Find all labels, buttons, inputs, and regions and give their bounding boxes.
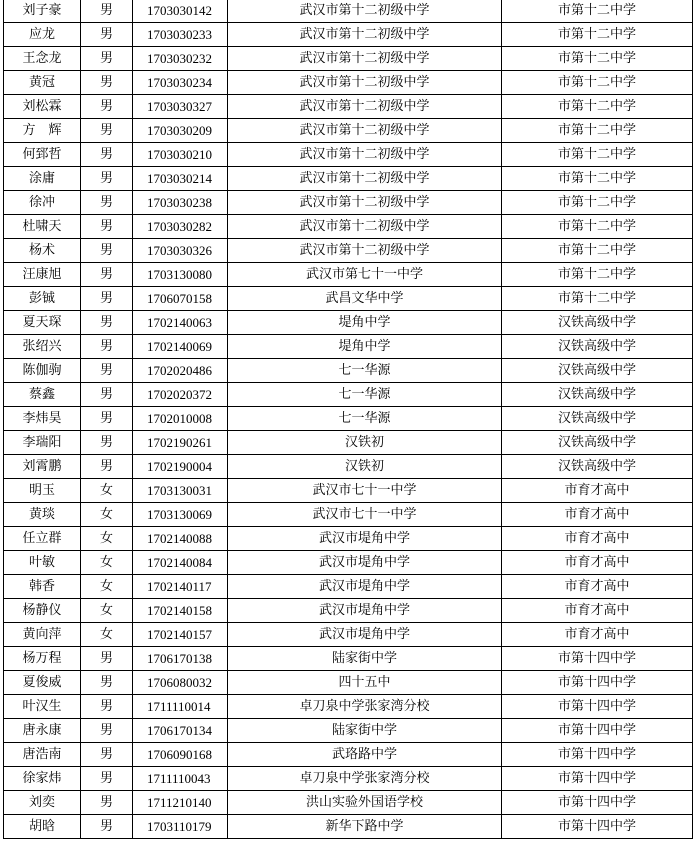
admitted-school-cell: 市第十二中学: [502, 95, 693, 119]
gender-cell: 男: [81, 143, 133, 167]
gender-cell: 男: [81, 239, 133, 263]
table-row: [4, 551, 693, 575]
middle-school-cell: 武汉市七十一中学: [228, 479, 502, 503]
exam-id-cell: 1711110014: [133, 695, 228, 719]
table-row: [4, 695, 693, 719]
exam-id-cell: 1702010008: [133, 407, 228, 431]
gender-cell: 男: [81, 719, 133, 743]
gender-cell: 男: [81, 455, 133, 479]
middle-school-cell: 武汉市堤角中学: [228, 551, 502, 575]
middle-school-cell: 汉铁初: [228, 455, 502, 479]
admission-table: [3, 0, 693, 839]
middle-school-cell: 武汉市第七十一中学: [228, 263, 502, 287]
gender-cell: 男: [81, 47, 133, 71]
admitted-school-cell: 市第十四中学: [502, 647, 693, 671]
table-row: [4, 503, 693, 527]
table-row: [4, 239, 693, 263]
table-row: [4, 791, 693, 815]
exam-id-cell: 1703130031: [133, 479, 228, 503]
admitted-school-cell: 市第十二中学: [502, 215, 693, 239]
admitted-school-cell: 市第十二中学: [502, 119, 693, 143]
exam-id-cell: 1702140084: [133, 551, 228, 575]
exam-id-cell: 1702020486: [133, 359, 228, 383]
exam-id-cell: 1703030282: [133, 215, 228, 239]
middle-school-cell: 新华下路中学: [228, 815, 502, 839]
admitted-school-cell: 市第十二中学: [502, 239, 693, 263]
table-row: [4, 527, 693, 551]
exam-id-cell: 1702190261: [133, 431, 228, 455]
table-row: [4, 383, 693, 407]
middle-school-cell: 汉铁初: [228, 431, 502, 455]
middle-school-cell: 武昌文华中学: [228, 287, 502, 311]
admitted-school-cell: 市育才高中: [502, 575, 693, 599]
student-name-cell: 刘松霖: [4, 95, 81, 119]
student-name-cell: 汪康旭: [4, 263, 81, 287]
table-row: [4, 359, 693, 383]
exam-id-cell: 1703030209: [133, 119, 228, 143]
middle-school-cell: 陆家街中学: [228, 719, 502, 743]
exam-id-cell: 1702140069: [133, 335, 228, 359]
exam-id-cell: 1706170134: [133, 719, 228, 743]
admitted-school-cell: 市第十四中学: [502, 791, 693, 815]
admitted-school-cell: 汉铁高级中学: [502, 359, 693, 383]
student-name-cell: 夏俊威: [4, 671, 81, 695]
middle-school-cell: 武汉市堤角中学: [228, 575, 502, 599]
table-row: [4, 743, 693, 767]
student-name-cell: 夏天琛: [4, 311, 81, 335]
gender-cell: 女: [81, 623, 133, 647]
exam-id-cell: 1702140158: [133, 599, 228, 623]
middle-school-cell: 陆家街中学: [228, 647, 502, 671]
middle-school-cell: 洪山实验外国语学校: [228, 791, 502, 815]
admitted-school-cell: 市第十四中学: [502, 695, 693, 719]
student-name-cell: 黄向萍: [4, 623, 81, 647]
gender-cell: 男: [81, 335, 133, 359]
table-row: [4, 215, 693, 239]
gender-cell: 男: [81, 71, 133, 95]
middle-school-cell: 武汉市第十二初级中学: [228, 239, 502, 263]
table-row: [4, 95, 693, 119]
admitted-school-cell: 市第十二中学: [502, 23, 693, 47]
gender-cell: 女: [81, 575, 133, 599]
student-name-cell: 蔡鑫: [4, 383, 81, 407]
gender-cell: 女: [81, 527, 133, 551]
admitted-school-cell: 市第十二中学: [502, 167, 693, 191]
gender-cell: 男: [81, 671, 133, 695]
student-name-cell: 涂庸: [4, 167, 81, 191]
gender-cell: 男: [81, 647, 133, 671]
middle-school-cell: 武汉市第十二初级中学: [228, 71, 502, 95]
gender-cell: 男: [81, 263, 133, 287]
admitted-school-cell: 市第十二中学: [502, 0, 693, 23]
table-row: [4, 47, 693, 71]
admitted-school-cell: 汉铁高级中学: [502, 431, 693, 455]
middle-school-cell: 武汉市第十二初级中学: [228, 167, 502, 191]
middle-school-cell: 卓刀泉中学张家湾分校: [228, 767, 502, 791]
admitted-school-cell: 市第十二中学: [502, 287, 693, 311]
admitted-school-cell: 汉铁高级中学: [502, 455, 693, 479]
exam-id-cell: 1703030233: [133, 23, 228, 47]
table-row: [4, 575, 693, 599]
gender-cell: 男: [81, 215, 133, 239]
admitted-school-cell: 市育才高中: [502, 503, 693, 527]
middle-school-cell: 堤角中学: [228, 335, 502, 359]
exam-id-cell: 1703030326: [133, 239, 228, 263]
table-row: [4, 479, 693, 503]
exam-id-cell: 1702140157: [133, 623, 228, 647]
student-name-cell: 方 辉: [4, 119, 81, 143]
student-name-cell: 应龙: [4, 23, 81, 47]
exam-id-cell: 1706080032: [133, 671, 228, 695]
table-row: [4, 143, 693, 167]
student-name-cell: 明玉: [4, 479, 81, 503]
student-name-cell: 刘奕: [4, 791, 81, 815]
admitted-school-cell: 汉铁高级中学: [502, 383, 693, 407]
table-row: [4, 167, 693, 191]
middle-school-cell: 武汉市第十二初级中学: [228, 95, 502, 119]
admitted-school-cell: 市第十二中学: [502, 263, 693, 287]
admitted-school-cell: 市第十四中学: [502, 671, 693, 695]
table-row: [4, 71, 693, 95]
table-body: [4, 0, 693, 839]
gender-cell: 男: [81, 287, 133, 311]
middle-school-cell: 武汉市堤角中学: [228, 527, 502, 551]
middle-school-cell: 武汉市堤角中学: [228, 599, 502, 623]
table-row: [4, 623, 693, 647]
admitted-school-cell: 市第十四中学: [502, 815, 693, 839]
exam-id-cell: 1702140063: [133, 311, 228, 335]
middle-school-cell: 武汉市第十二初级中学: [228, 143, 502, 167]
table-row: [4, 719, 693, 743]
gender-cell: 男: [81, 383, 133, 407]
exam-id-cell: 1703130080: [133, 263, 228, 287]
exam-id-cell: 1711110043: [133, 767, 228, 791]
gender-cell: 男: [81, 767, 133, 791]
admitted-school-cell: 市第十二中学: [502, 143, 693, 167]
exam-id-cell: 1703110179: [133, 815, 228, 839]
student-name-cell: 任立群: [4, 527, 81, 551]
table-row: [4, 647, 693, 671]
admitted-school-cell: 市第十四中学: [502, 743, 693, 767]
exam-id-cell: 1706090168: [133, 743, 228, 767]
student-name-cell: 徐冲: [4, 191, 81, 215]
table-row: [4, 23, 693, 47]
student-name-cell: 杨万程: [4, 647, 81, 671]
exam-id-cell: 1706170138: [133, 647, 228, 671]
middle-school-cell: 七一华源: [228, 407, 502, 431]
gender-cell: 男: [81, 95, 133, 119]
exam-id-cell: 1703030234: [133, 71, 228, 95]
exam-id-cell: 1703130069: [133, 503, 228, 527]
admitted-school-cell: 市育才高中: [502, 527, 693, 551]
exam-id-cell: 1703030214: [133, 167, 228, 191]
exam-id-cell: 1702140088: [133, 527, 228, 551]
gender-cell: 男: [81, 119, 133, 143]
student-name-cell: 杨术: [4, 239, 81, 263]
middle-school-cell: 武珞路中学: [228, 743, 502, 767]
gender-cell: 男: [81, 191, 133, 215]
middle-school-cell: 七一华源: [228, 383, 502, 407]
student-name-cell: 叶汉生: [4, 695, 81, 719]
student-name-cell: 胡晗: [4, 815, 81, 839]
table-row: [4, 119, 693, 143]
table-row: [4, 287, 693, 311]
student-name-cell: 何郅哲: [4, 143, 81, 167]
gender-cell: 男: [81, 23, 133, 47]
table-row: [4, 0, 693, 23]
exam-id-cell: 1703030238: [133, 191, 228, 215]
admitted-school-cell: 汉铁高级中学: [502, 311, 693, 335]
admitted-school-cell: 汉铁高级中学: [502, 407, 693, 431]
middle-school-cell: 武汉市第十二初级中学: [228, 0, 502, 23]
student-name-cell: 唐浩南: [4, 743, 81, 767]
exam-id-cell: 1703030327: [133, 95, 228, 119]
middle-school-cell: 武汉市第十二初级中学: [228, 215, 502, 239]
middle-school-cell: 七一华源: [228, 359, 502, 383]
gender-cell: 男: [81, 431, 133, 455]
student-name-cell: 徐家炜: [4, 767, 81, 791]
student-name-cell: 李瑞阳: [4, 431, 81, 455]
student-name-cell: 韩香: [4, 575, 81, 599]
admitted-school-cell: 市第十二中学: [502, 191, 693, 215]
middle-school-cell: 武汉市第十二初级中学: [228, 191, 502, 215]
student-name-cell: 杜啸天: [4, 215, 81, 239]
middle-school-cell: 武汉市七十一中学: [228, 503, 502, 527]
student-name-cell: 陈伽驹: [4, 359, 81, 383]
table-row: [4, 767, 693, 791]
middle-school-cell: 卓刀泉中学张家湾分校: [228, 695, 502, 719]
table-row: [4, 815, 693, 839]
gender-cell: 男: [81, 815, 133, 839]
middle-school-cell: 武汉市第十二初级中学: [228, 119, 502, 143]
admitted-school-cell: 市育才高中: [502, 599, 693, 623]
gender-cell: 女: [81, 503, 133, 527]
gender-cell: 女: [81, 551, 133, 575]
admitted-school-cell: 市育才高中: [502, 623, 693, 647]
student-name-cell: 黄琰: [4, 503, 81, 527]
gender-cell: 男: [81, 407, 133, 431]
student-name-cell: 刘霄鹏: [4, 455, 81, 479]
gender-cell: 男: [81, 311, 133, 335]
middle-school-cell: 武汉市堤角中学: [228, 623, 502, 647]
table-row: [4, 407, 693, 431]
table-row: [4, 671, 693, 695]
student-name-cell: 杨静仪: [4, 599, 81, 623]
exam-id-cell: 1702140117: [133, 575, 228, 599]
admitted-school-cell: 市第十四中学: [502, 767, 693, 791]
gender-cell: 男: [81, 359, 133, 383]
table-row: [4, 431, 693, 455]
middle-school-cell: 武汉市第十二初级中学: [228, 23, 502, 47]
table-row: [4, 335, 693, 359]
student-name-cell: 彭铖: [4, 287, 81, 311]
exam-id-cell: 1703030210: [133, 143, 228, 167]
student-name-cell: 李炜昊: [4, 407, 81, 431]
student-name-cell: 唐永康: [4, 719, 81, 743]
exam-id-cell: 1711210140: [133, 791, 228, 815]
table-row: [4, 599, 693, 623]
table-row: [4, 191, 693, 215]
gender-cell: 男: [81, 695, 133, 719]
middle-school-cell: 四十五中: [228, 671, 502, 695]
table-row: [4, 311, 693, 335]
gender-cell: 女: [81, 599, 133, 623]
student-name-cell: 刘子豪: [4, 0, 81, 23]
admitted-school-cell: 汉铁高级中学: [502, 335, 693, 359]
exam-id-cell: 1703030142: [133, 0, 228, 23]
table-row: [4, 263, 693, 287]
table-row: [4, 455, 693, 479]
exam-id-cell: 1702020372: [133, 383, 228, 407]
middle-school-cell: 武汉市第十二初级中学: [228, 47, 502, 71]
exam-id-cell: 1706070158: [133, 287, 228, 311]
admitted-school-cell: 市育才高中: [502, 479, 693, 503]
gender-cell: 男: [81, 0, 133, 23]
student-name-cell: 王念龙: [4, 47, 81, 71]
exam-id-cell: 1702190004: [133, 455, 228, 479]
admitted-school-cell: 市第十二中学: [502, 71, 693, 95]
gender-cell: 男: [81, 791, 133, 815]
student-name-cell: 叶敏: [4, 551, 81, 575]
gender-cell: 男: [81, 167, 133, 191]
middle-school-cell: 堤角中学: [228, 311, 502, 335]
student-name-cell: 张绍兴: [4, 335, 81, 359]
admitted-school-cell: 市育才高中: [502, 551, 693, 575]
gender-cell: 男: [81, 743, 133, 767]
student-name-cell: 黄冠: [4, 71, 81, 95]
admitted-school-cell: 市第十二中学: [502, 47, 693, 71]
exam-id-cell: 1703030232: [133, 47, 228, 71]
admitted-school-cell: 市第十四中学: [502, 719, 693, 743]
gender-cell: 女: [81, 479, 133, 503]
